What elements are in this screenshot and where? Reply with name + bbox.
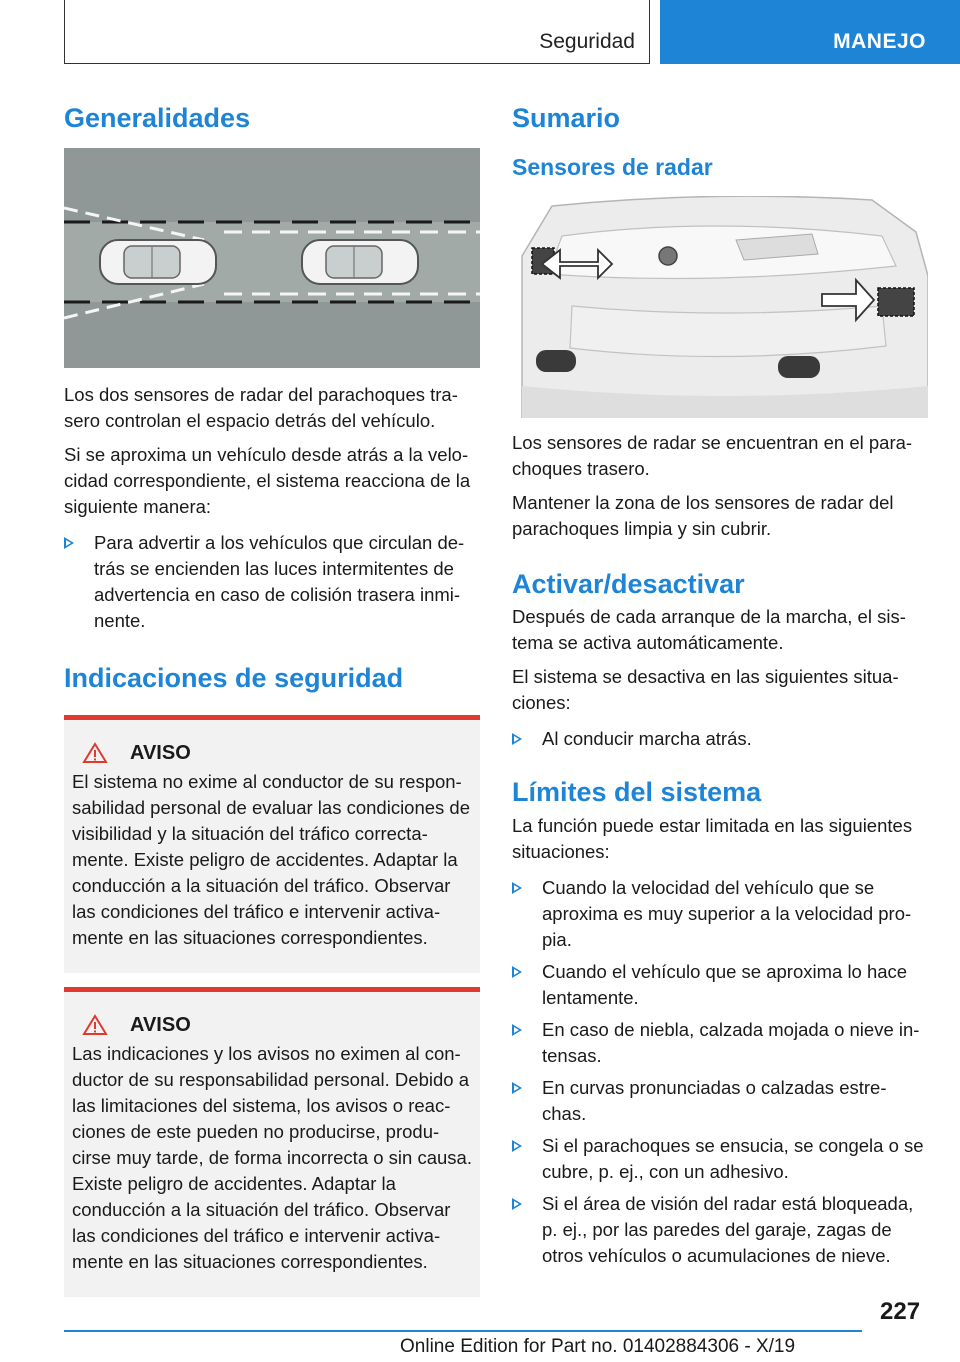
list-item-text: Cuando la velocidad del vehículo que se aproxima es muy superior a la velocidad pro-pia. [542, 876, 912, 950]
warning-head-2 [82, 1014, 472, 1037]
subheading-radar: Sensores de radar [512, 154, 713, 181]
para-keep-clean: Mantener la zona de los sensores de radar del parachoques limpia y sin cubrir. [512, 491, 894, 539]
bullet-triangle-icon [512, 733, 522, 745]
list-item-text: Si el área de visión del radar está bloqueada, p. ej., por las paredes del garaje, zagas de otros vehículos o acumulaciones de nieve. [542, 1192, 914, 1266]
bullet-triangle-icon [512, 1140, 522, 1152]
list-item [512, 726, 928, 752]
list-item-text: Cuando el vehículo que se aproxima lo hace lentamente. [542, 960, 908, 1008]
list-item [512, 959, 928, 1011]
heading-generalidades: Generalidades [64, 103, 251, 133]
bullet-triangle-icon [512, 882, 522, 894]
road-diagram-svg [64, 148, 480, 368]
list-item-text: Al conducir marcha atrás. [542, 728, 752, 750]
header-section-label: Seguridad [539, 30, 635, 53]
warning-triangle-icon [82, 742, 108, 764]
car-left [100, 240, 216, 284]
para-sensors-intro: Los dos sensores de radar del parachoques tra-sero controlan el espacio detrás del vehículo. [64, 384, 458, 432]
bullet-triangle-icon [512, 966, 522, 978]
list-item [64, 530, 480, 634]
warning-box-1 [64, 715, 480, 973]
car-right [302, 240, 418, 284]
list-item [512, 1075, 928, 1127]
warning-box-2 [64, 987, 480, 1297]
para-sensor-location: Los sensores de radar se encuentran en el para-choques trasero. [512, 431, 913, 479]
list-item-text: En curvas pronunciadas o calzadas estre-chas. [542, 1076, 887, 1124]
bullet-triangle-icon [512, 1024, 522, 1036]
illustration-road-cars [64, 148, 480, 368]
page-number: 227 [880, 1298, 921, 1325]
list-item-text: Si el parachoques se ensucia, se congela o se cubre, p. ej., con un adhesivo. [542, 1134, 924, 1182]
list-item-text: En caso de niebla, calzada mojada o nieve in-tensas. [542, 1018, 920, 1066]
illustration-car-rear [512, 196, 928, 418]
heading-activate: Activar/desactivar [512, 568, 745, 599]
bullet-triangle-icon [512, 1082, 522, 1094]
warning-text-1: El sistema no exime al conductor de su respon-sabilidad personal de evaluar las condiciones de visibilidad y la situación del tráfico correcta-mente. Existe peligro de accidentes. Adaptar la conducción a la situación del tráfico. Observar las condiciones del tráfico e intervenir activa-mente en las situaciones correspondientes. [72, 770, 471, 948]
radar-sensor-right [878, 288, 914, 316]
warning-triangle-icon [82, 1014, 108, 1036]
para-limits: La función puede estar limitada en las siguientes situaciones: [512, 814, 913, 862]
warning-head-1 [82, 742, 472, 765]
warning-text-2: Las indicaciones y los avisos no eximen al con-ductor de su responsabilidad personal. Debido a las limitaciones del sistema, los avisos o reac-ciones de este pueden no producirse, produ-cirse muy tarde, de forma incorrecta o sin causa. Existe peligro de accidentes. Adaptar la conducción a la situación del tráfico. Observar las condiciones del tráfico e intervenir activa-mente en las situaciones correspondientes. [72, 1042, 472, 1272]
right-column [512, 96, 928, 1269]
heading-limits: Límites del sistema [512, 777, 762, 808]
para-activate-1: Después de cada arranque de la marcha, el sis-tema se activa automáticamente. [512, 606, 906, 654]
warning-title-2: AVISO [130, 1013, 191, 1036]
para-approach: Si se aproxima un vehículo desde atrás a la velo-cidad correspondiente, el sistema reacciona de la siguiente manera: [64, 444, 471, 518]
car-rear-svg [512, 196, 928, 418]
list-item [512, 1017, 928, 1069]
list-item [512, 1133, 928, 1185]
list-item [512, 875, 928, 953]
header-section-box [64, 0, 650, 64]
header-chapter-tab [660, 0, 960, 64]
warning-title-1: AVISO [130, 741, 191, 764]
bullet-triangle-icon [64, 537, 74, 549]
para-activate-2: El sistema se desactiva en las siguientes situa-ciones: [512, 666, 899, 714]
bullet-triangle-icon [512, 1198, 522, 1210]
heading-sumario: Sumario [512, 103, 621, 133]
heading-safety: Indicaciones de seguridad [64, 663, 404, 694]
list-item-text: Para advertir a los vehículos que circulan de-trás se encienden las luces intermitentes de advertencia en caso de colisión trasera inmi-nente. [94, 532, 465, 632]
footer-rule [64, 1330, 862, 1332]
left-column [64, 96, 480, 1297]
footer-edition: Online Edition for Part no. 01402884306 - X/19 [400, 1336, 796, 1357]
list-item [512, 1191, 928, 1269]
header-chapter-label: MANEJO [833, 30, 926, 53]
